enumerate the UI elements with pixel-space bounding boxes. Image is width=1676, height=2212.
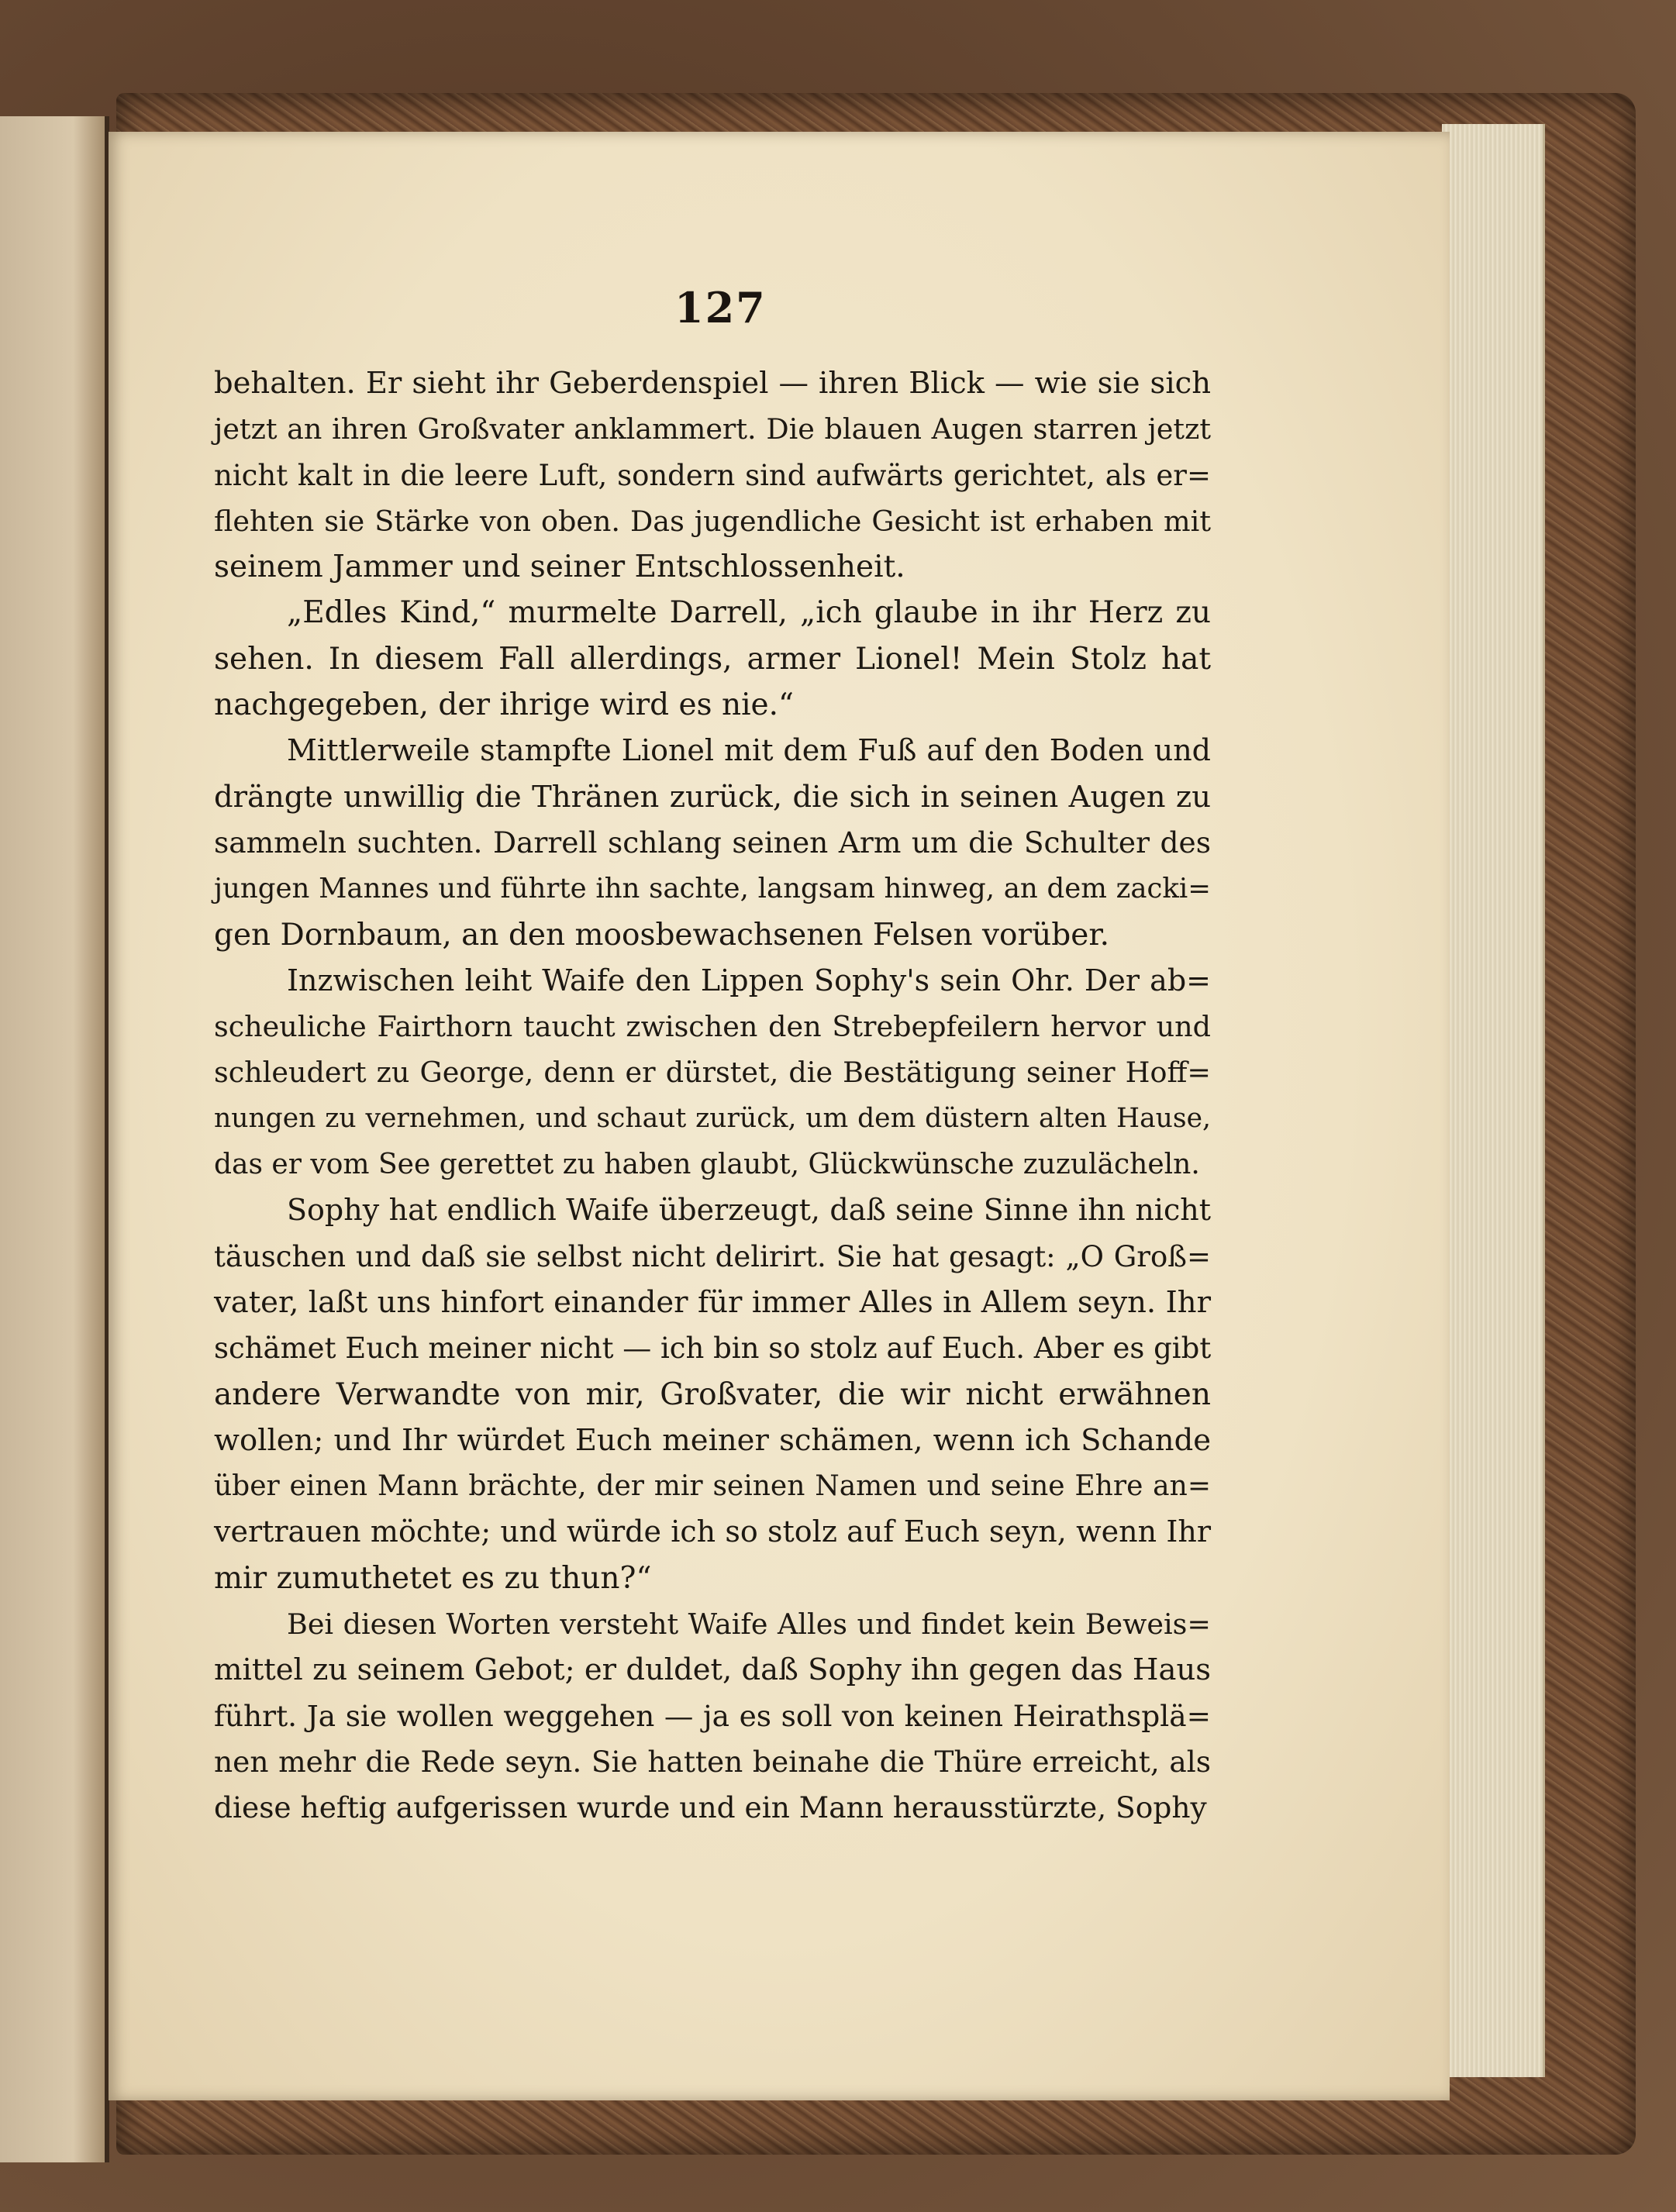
page-edges: [1442, 124, 1545, 2077]
text-line: Inzwischen leiht Waife den Lippen Sophy's sein Ohr. Der ab=: [287, 963, 1211, 997]
text-line: nen mehr die Rede seyn. Sie hatten beinahe die Thüre erreicht, als: [214, 1744, 1211, 1779]
text-line: mittel zu seinem Gebot; er duldet, daß Sophy ihn gegen das Haus: [214, 1652, 1211, 1688]
text-line: vater, laßt uns hinfort einander für immer Alles in Allem seyn. Ihr: [214, 1284, 1211, 1320]
text-line: schleudert zu George, denn er dürstet, die Bestätigung seiner Hoff=: [214, 1056, 1211, 1090]
text-line: diese heftig aufgerissen wurde und ein Mann herausstürzte, Sophy: [214, 1790, 1207, 1825]
text-line: drängte unwillig die Thränen zurück, die sich in seinen Augen zu: [214, 779, 1211, 815]
text-line: flehten sie Stärke von oben. Das jugendliche Gesicht ist erhaben mit: [214, 504, 1211, 538]
text-line: täuschen und daß sie selbst nicht delirirt. Sie hat gesagt: „O Groß=: [214, 1239, 1211, 1273]
text-line: wollen; und Ihr würdet Euch meiner schämen, wenn ich Schande: [214, 1422, 1211, 1458]
paragraph: [214, 958, 1211, 1187]
text-line: nungen zu vernehmen, und schaut zurück, um dem düstern alten Hause,: [214, 1102, 1211, 1134]
text-line: schämet Euch meiner nicht — ich bin so stolz auf Euch. Aber es gibt: [214, 1332, 1212, 1366]
text-line: nicht kalt in die leere Luft, sondern sind aufwärts gerichtet, als er=: [214, 458, 1211, 492]
page-number: 127: [674, 283, 767, 332]
text-line: nachgegeben, der ihrige wird es nie.“: [214, 687, 794, 723]
text-line: sehen. In diesem Fall allerdings, armer Lionel! Mein Stolz hat: [214, 641, 1211, 677]
paragraph: [214, 360, 1211, 590]
text-line: jetzt an ihren Großvater anklammert. Die blauen Augen starren jetzt: [214, 412, 1211, 446]
text-line: gen Dornbaum, an den moosbewachsenen Felsen vorüber.: [214, 917, 1110, 953]
text-line: seinem Jammer und seiner Entschlossenheit.: [214, 550, 905, 585]
text-line: führt. Ja sie wollen weggehen — ja es soll von keinen Heirathsplä=: [214, 1698, 1211, 1733]
text-line: andere Verwandte von mir, Großvater, die wir nicht erwähnen: [214, 1376, 1211, 1412]
paragraph: [214, 1187, 1211, 1601]
text-line: scheuliche Fairthorn taucht zwischen den Strebepfeilern hervor und: [214, 1010, 1211, 1044]
text-line: vertrauen möchte; und würde ich so stolz auf Euch seyn, wenn Ihr: [214, 1514, 1211, 1549]
left-page-edge: [0, 116, 109, 2162]
text-line: behalten. Er sieht ihr Geberdenspiel — ihren Blick — wie sie sich: [214, 366, 1211, 401]
paragraph: [214, 728, 1211, 957]
body-text: [214, 360, 1211, 1831]
text-line: das er vom See gerettet zu haben glaubt, Glückwünsche zuzulächeln.: [214, 1149, 1200, 1181]
text-line: Sophy hat endlich Waife überzeugt, daß seine Sinne ihn nicht: [287, 1193, 1211, 1228]
text-line: Mittlerweile stampfte Lionel mit dem Fuß auf den Boden und: [287, 733, 1211, 768]
paragraph: [214, 1601, 1211, 1831]
paragraph: [214, 590, 1211, 728]
text-line: „Edles Kind,“ murmelte Darrell, „ich glaube in ihr Herz zu: [287, 595, 1211, 631]
text-line: jungen Mannes und führte ihn sachte, langsam hinweg, an dem zacki=: [214, 873, 1211, 905]
text-line: über einen Mann brächte, der mir seinen Namen und seine Ehre an=: [214, 1470, 1211, 1503]
text-line: mir zumuthetet es zu thun?“: [214, 1560, 652, 1596]
text-line: Bei diesen Worten versteht Waife Alles und findet kein Beweis=: [287, 1607, 1211, 1642]
text-line: sammeln suchten. Darrell schlang seinen Arm um die Schulter des: [214, 825, 1211, 860]
